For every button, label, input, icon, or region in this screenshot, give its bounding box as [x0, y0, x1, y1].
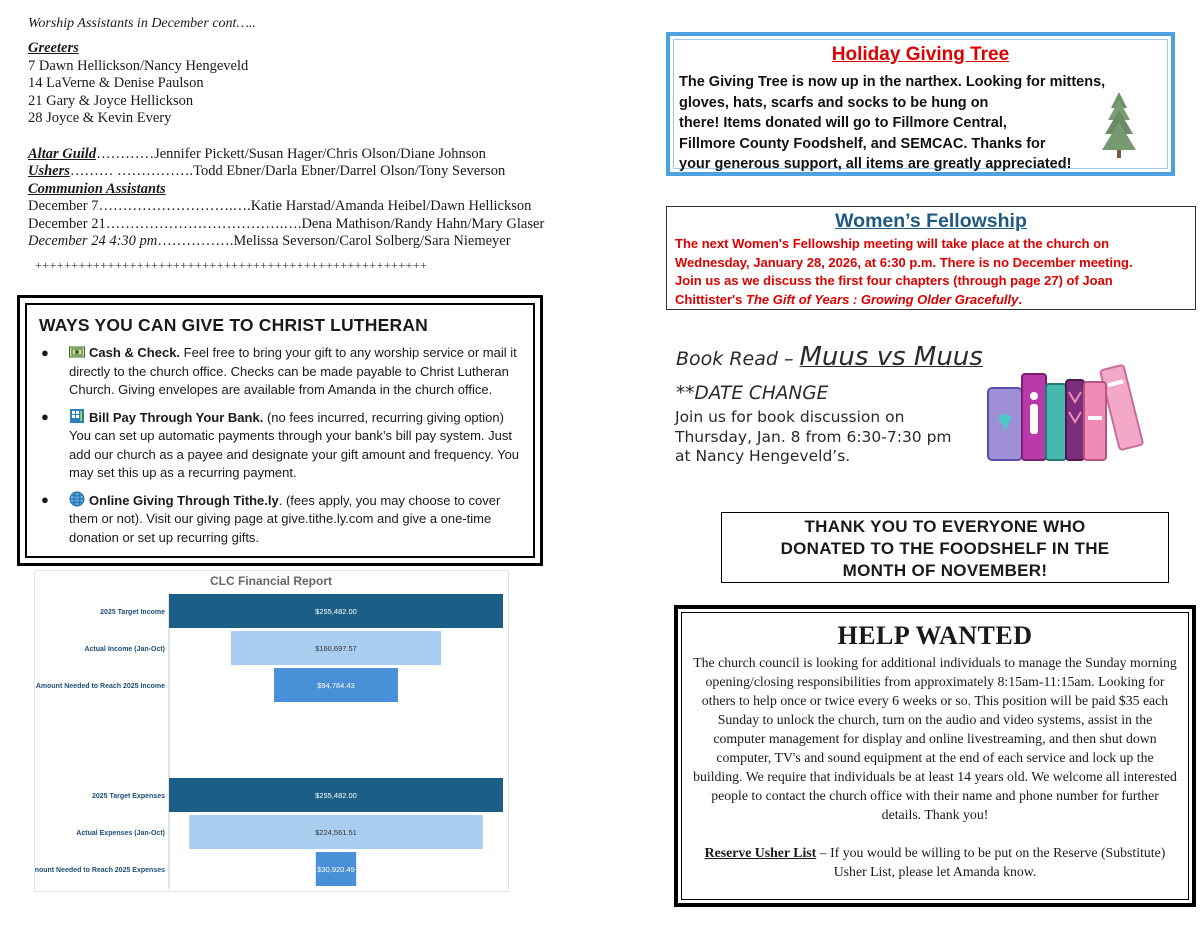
communion-date: December 21	[28, 215, 106, 232]
womens-fellowship-title: Women’s Fellowship	[835, 210, 1027, 232]
book-read-line: at Nancy Hengeveld’s.	[675, 447, 851, 465]
womens-line-suffix: .	[1018, 291, 1022, 307]
way-item-online	[39, 491, 523, 548]
womens-line: The next Women's Fellowship meeting will take place at the church on	[675, 236, 1110, 251]
way-title: Cash & Check.	[89, 345, 181, 360]
communion-names: Katie Harstad/Amanda Heibel/Dawn Hellickson	[250, 198, 532, 214]
greeter-line: 14 LaVerne & Denise Paulson	[28, 75, 204, 91]
chart-data-label: $30,920.49	[317, 865, 355, 874]
womens-fellowship-body	[667, 233, 1195, 309]
financial-report-chart	[34, 570, 509, 892]
ways-to-give-title: WAYS YOU CAN GIVE TO CHRIST LUTHERAN	[39, 315, 429, 335]
chart-category-label: Amount Needed to Reach 2025 Income	[35, 683, 165, 690]
communion-row	[28, 215, 545, 234]
thanks-line: THANK YOU TO EVERYONE WHO	[804, 517, 1086, 536]
bullet: ●	[41, 345, 49, 360]
worship-assistants-list	[28, 40, 545, 251]
way-title: Online Giving Through Tithe.ly	[89, 492, 279, 508]
greeter-line: 21 Gary & Joyce Hellickson	[28, 92, 194, 109]
help-wanted-box	[674, 605, 1196, 907]
book-read-line: Join us for book discussion on	[675, 408, 905, 426]
way-title: Bill Pay Through Your Bank.	[89, 409, 264, 425]
chart-category-label: 2025 Target Income	[100, 609, 165, 616]
chart-data-label: $255,482.00	[315, 607, 357, 616]
womens-line-prefix: Chittister's	[675, 291, 746, 307]
womens-line	[675, 291, 1189, 310]
leader-dots: …………	[96, 145, 155, 162]
way-text: . (fees apply, you may choose to cover them or not). Visit our giving page at give.tithe.ly.com and give a one-time donation or set up recurring gifts.	[69, 492, 501, 545]
chart-data-label: $255,482.00	[315, 791, 357, 800]
greeter-line: 7 Dawn Hellickson/Nancy Hengeveld	[28, 57, 249, 74]
book-read-details	[675, 408, 975, 467]
chart-data-label: $224,561.51	[315, 828, 357, 837]
ushers-row	[28, 163, 528, 181]
altar-guild-title: Altar Guild	[28, 145, 97, 162]
womens-line: Wednesday, January 28, 2026, at 6:30 p.m. There is no December meeting.	[675, 254, 1133, 270]
reserve-usher-paragraph	[682, 843, 1188, 881]
way-item-bank	[39, 408, 523, 483]
reserve-usher-title: Reserve Usher List	[704, 845, 817, 860]
book-title-italic: The Gift of Years : Growing Older Gracefully	[746, 291, 1019, 307]
giving-tree-line: there! Items donated will go to Fillmore Central,	[679, 115, 1007, 131]
book-read-line: Thursday, Jan. 8 from 6:30-7:30 pm	[675, 427, 952, 446]
bullet: ●	[41, 408, 49, 424]
book-read-book-name: Muus vs Muus	[799, 342, 983, 372]
chart-category-label: Amount Needed to Reach 2025 Expenses	[35, 867, 165, 874]
giving-tree-line: The Giving Tree is now up in the narthex. Looking for mittens,	[679, 74, 1106, 90]
communion-date: December 24 4:30 pm	[28, 233, 158, 249]
chart-category-label: Actual Expenses (Jan-Oct)	[76, 830, 165, 837]
womens-fellowship-box	[666, 206, 1196, 310]
ushers-title: Ushers	[28, 163, 70, 179]
communion-row	[28, 198, 532, 216]
help-wanted-body: The church council is looking for additional individuals to manage the Sunday morning opening/closing responsibilities from approximately 8:15am-11:15am. Looking for others to help once or twice every 6 weeks or so. This position will be paid $35 each Sunday to unlock the church, turn on the audio and video systems, assist in the computer management for display and online livestreaming, and then shut down computer, TV's and sound equipment at the end of each service and lock up the building. We require that individuals be at least 14 years old. We welcome all interested people to contact the church office with their name and phone number for further details. Thank you!	[693, 655, 1177, 822]
book-read-title	[676, 342, 983, 372]
book-read-prefix: Book Read –	[676, 348, 800, 370]
way-text: Feel free to bring your gift to any worship service or mail it directly to the church office. Checks can be made payable to Christ Lutheran Church. Giving envelopes are available from Amanda in the church office.	[69, 345, 517, 397]
greeter-line: 28 Joyce & Kevin Every	[28, 110, 172, 126]
giving-tree-title: Holiday Giving Tree	[831, 44, 1010, 65]
altar-guild-names: Jennifer Pickett/Susan Hager/Chris Olson/Diane Johnson	[154, 145, 486, 162]
communion-names: Dena Mathison/Randy Hahn/Mary Glaser	[301, 215, 545, 232]
leader-dots: ……………………….….	[98, 198, 251, 214]
leader-dots: …………….	[157, 233, 234, 249]
way-item-cash	[39, 344, 523, 400]
ways-to-give-box	[17, 295, 543, 566]
reserve-usher-text: – If you would be willing to be put on the Reserve (Substitute) Usher List, please let Amanda know.	[816, 845, 1166, 879]
thanks-line: MONTH OF NOVEMBER!	[842, 561, 1048, 580]
communion-row	[28, 233, 528, 251]
altar-guild-row	[28, 146, 528, 164]
giving-tree-body	[679, 72, 1119, 175]
communion-date: December 7	[28, 198, 99, 214]
foodshelf-thanks-box	[721, 512, 1169, 583]
chart-category-label: 2025 Target Expenses	[91, 793, 165, 800]
chart-category-label: Actual Income (Jan-Oct)	[84, 646, 165, 653]
bullet: ●	[41, 491, 49, 507]
chart-title: CLC Financial Report	[209, 574, 333, 588]
chart-data-label: $160,697.57	[315, 644, 357, 653]
books-illustration-icon	[984, 362, 1162, 462]
chart-data-label: $94,784.43	[317, 681, 355, 690]
plus-divider: ++++++++++++++++++++++++++++++++++++++++++++++++++++++	[35, 258, 428, 272]
pine-tree-icon	[1099, 90, 1139, 160]
giving-tree-line: Fillmore County Foodshelf, and SEMCAC. Thanks for	[679, 135, 1046, 152]
leader-dots: ……………………………….….	[105, 215, 302, 232]
globe-icon	[69, 491, 85, 505]
bank-icon	[69, 408, 85, 422]
help-wanted-title: HELP WANTED	[837, 621, 1033, 650]
way-text: (no fees incurred, recurring giving option) You can set up automatic payments through your bank’s bill pay system. Just add our church as a payee and designate your gift amount and frequency. You may set this up as a recurring payment.	[69, 409, 520, 480]
womens-line: Join us as we discuss the first four chapters (through page 27) of Joan	[675, 273, 1113, 288]
financial-report-chart-svg	[35, 571, 508, 891]
thanks-line: DONATED TO THE FOODSHELF IN THE	[780, 539, 1110, 558]
communion-assistants-title: Communion Assistants	[28, 180, 166, 197]
book-read-date-change: **DATE CHANGE	[676, 383, 829, 404]
cash-icon	[69, 345, 85, 359]
giving-tree-line: gloves, hats, scarfs and socks to be hung on	[679, 94, 989, 111]
communion-names: Melissa Severson/Carol Solberg/Sara Niemeyer	[233, 233, 511, 249]
holiday-giving-tree-box	[666, 32, 1175, 176]
greeters-title: Greeters	[28, 40, 79, 56]
giving-tree-line: your generous support, all items are greatly appreciated!	[679, 156, 1072, 172]
ushers-names: Todd Ebner/Darla Ebner/Darrel Olson/Tony Severson	[193, 163, 506, 179]
leader-dots: ……… …………….	[69, 163, 194, 179]
worship-assistants-heading: Worship Assistants in December cont…..	[28, 16, 256, 31]
